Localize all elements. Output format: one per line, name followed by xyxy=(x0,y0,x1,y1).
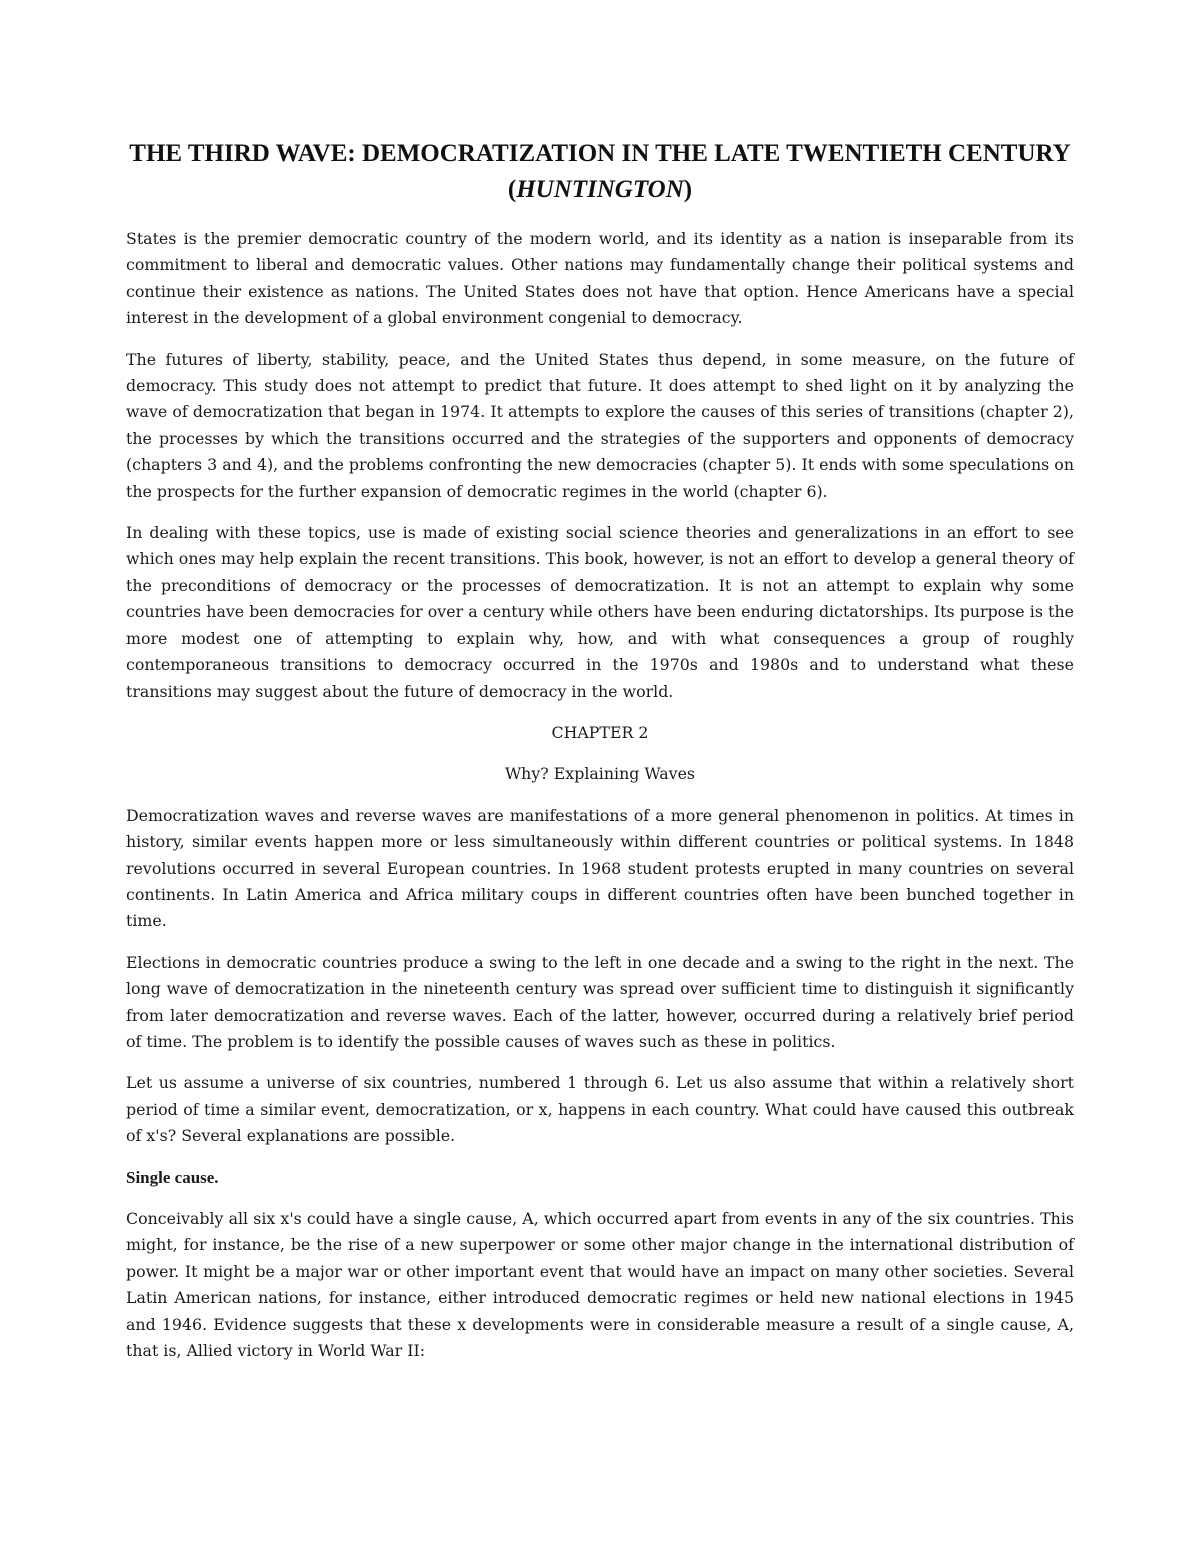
chapter-paragraph-1: Democratization waves and reverse waves are manifestations of a more general phenomenon in politics. At times in history, similar events happen more or less simultaneously within different countries or political systems. In 1848 revolutions occurred in several European countries. In 1968 student protests erupted in many countries on several continents. In Latin America and Africa military coups in different countries often have been bunched together in time. xyxy=(126,805,1074,931)
title-main-text: THE THIRD WAVE: DEMOCRATIZATION IN THE LATE TWENTIETH CENTURY ( xyxy=(129,140,1071,203)
chapter-paragraph-2: Elections in democratic countries produce a swing to the left in one decade and a swing to the right in the next. The long wave of democratization in the nineteenth century was spread over sufficient time to distinguish it significantly from later democratization and reverse waves. Each of the latter, however, occurred during a relatively brief period of time. The problem is to identify the possible causes of waves such as these in politics. xyxy=(126,952,1074,1051)
chapter-paragraph-3: Let us assume a universe of six countries, numbered 1 through 6. Let us also assume that within a relatively short period of time a similar event, democratization, or x, happens in each country. What could have caused this outbreak of x's? Several explanations are possible. xyxy=(126,1073,1074,1146)
intro-paragraph-2: The futures of liberty, stability, peace, and the United States thus depend, in some measure, on the future of democracy. This study does not attempt to predict that future. It does attempt to shed light on it by analyzing the wave of democratization that began in 1974. It attempts to explore the causes of this series of transitions (chapter 2), the processes by which the transitions occurred and the strategies of the supporters and opponents of democracy (chapters 3 and 4), and the problems confronting the new democracies (chapter 5). It ends with some speculations on the prospects for the further expansion of democratic regimes in the world (chapter 6). xyxy=(126,349,1074,501)
chapter-subtitle: Why? Explaining Waves xyxy=(504,764,696,784)
section-paragraph-1: Conceivably all six x's could have a single cause, A, which occurred apart from events in any of the six countries. This might, for instance, be the rise of a new superpower or some other major change in the international distribution of power. It might be a major war or other important event that would have an impact on many other societies. Several Latin American nations, for instance, either introduced democratic regimes or held new national elections in 1945 and 1946. Evidence suggests that these x developments were in considerable measure a result of a single cause, A, that is, Allied victory in World War II: xyxy=(126,1209,1074,1361)
intro-paragraph-3: In dealing with these topics, use is made of existing social science theories and generalizations in an effort to see which ones may help explain the recent transitions. This book, however, is not an effort to develop a general theory of the preconditions of democracy or the processes of democratization. It is not an attempt to explain why some countries have been democracies for over a century while others have been enduring dictatorships. Its purpose is the more modest one of attempting to explain why, how, and with what consequences a group of roughly contemporaneous transitions to democracy occurred in the 1970s and 1980s and to understand what these transitions may suggest about the future of democracy in the world. xyxy=(126,523,1074,701)
intro-paragraph-1: States is the premier democratic country of the modern world, and its identity as a nation is inseparable from its commitment to liberal and democratic values. Other nations may fundamentally change their political systems and continue their existence as nations. The United States does not have that option. Hence Americans have a special interest in the development of a global environment congenial to democracy. xyxy=(126,229,1074,328)
section-heading: Single cause. xyxy=(126,1167,219,1187)
title-author: HUNTINGTON xyxy=(516,176,684,203)
chapter-heading: CHAPTER 2 xyxy=(551,722,649,742)
document-page xyxy=(126,136,1074,1379)
title-close-paren: ) xyxy=(683,176,693,203)
document-title xyxy=(126,136,1074,208)
